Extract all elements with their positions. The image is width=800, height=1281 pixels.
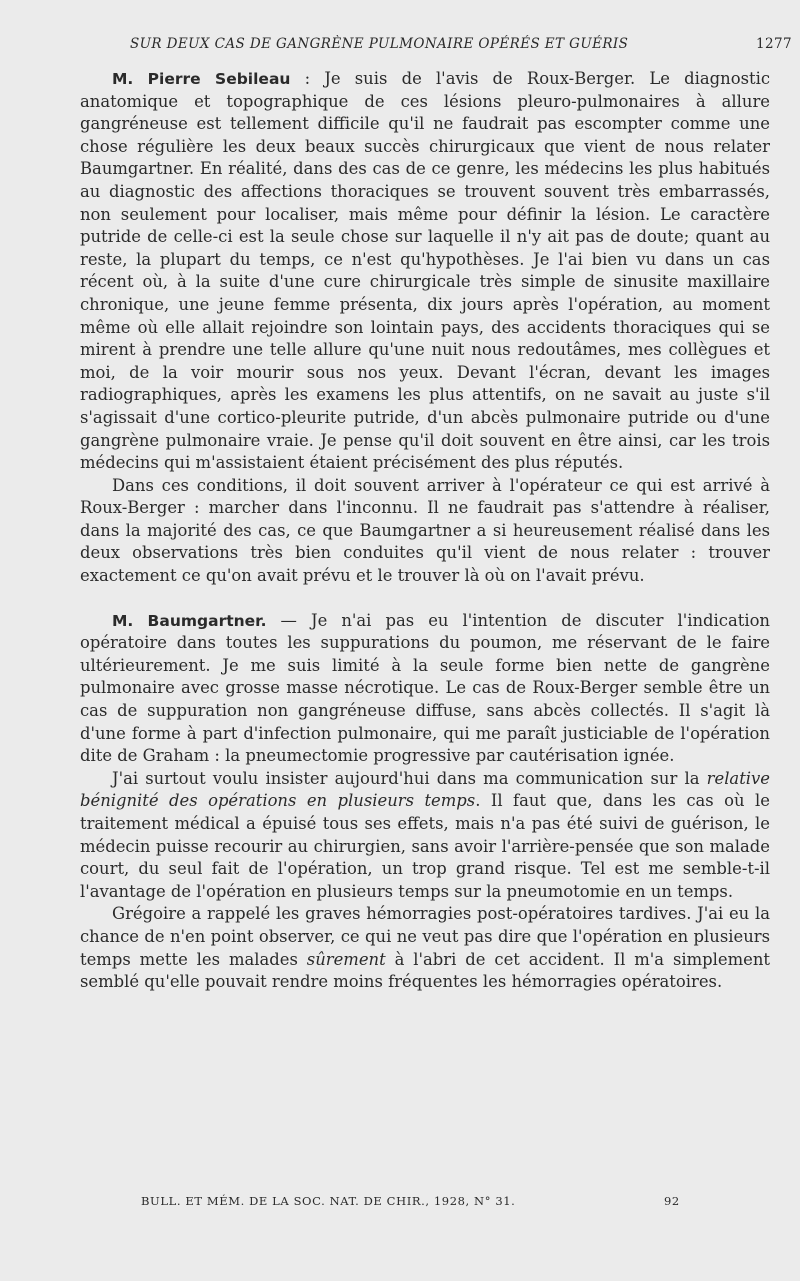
- running-head: [0, 36, 800, 58]
- paragraph-text: J'ai surtout voulu insister aujourd'hui dans ma communication sur la: [112, 768, 707, 788]
- paragraph-text: Dans ces conditions, il doit souvent arriver à l'opérateur ce qui est arrivé à Roux-Berger : marcher dans l'inconnu. Il ne faudrait pas s'attendre à réaliser, dans la majorité des cas, ce que Baumgartner a si heureusement réalisé dans les deux observations très bien conduites qu'il vient de nous relater : trouver exactement ce qu'on avait prévu et le trouver là où on l'avait prévu.: [80, 475, 770, 586]
- paragraph-conditions: [80, 475, 770, 588]
- paragraph-baumgartner: [80, 610, 770, 768]
- body-text: [80, 68, 770, 994]
- paragraph-text: Grégoire a rappelé les graves hémorragies post-opératoires tardives. J'ai eu la chance de n'en point observer, ce qui ne veut pas dire que l'opération en plusieurs temps mette les malades: [80, 904, 770, 969]
- journal-citation: BULL. ET MÉM. DE LA SOC. NAT. DE CHIR., 1928, N° 31.: [141, 1194, 516, 1208]
- emphasis-text: relative bénignité des opérations en plusieurs temps: [80, 768, 770, 811]
- paragraph-gregoire: [80, 903, 770, 993]
- paragraph-text: — Je n'ai pas eu l'intention de discuter l'indication opératoire dans toutes les suppurations du poumon, me réservant de le faire ultérieurement. Je me suis limité à la seule forme bien nette de gangrène pulmonaire avec grosse masse nécrotique. Le cas de Roux-Berger semble être un cas de suppuration non gangréneuse diffuse, sans abcès collectés. Il s'agit là d'une forme à part d'infection pulmonaire, qui me paraît justiciable de l'opération dite de Graham : la pneumectomie progressive par cautérisation ignée.: [80, 610, 770, 766]
- paragraph-text: à l'abri de cet accident. Il m'a simplement semblé qu'elle pouvait rendre moins fréquentes les hémorragies opératoires.: [80, 949, 770, 992]
- paragraph-text: . Il faut que, dans les cas où le traitement médical a épuisé tous ses effets, mais n'a pas été suivi de guérison, le médecin puisse recourir au chirurgien, sans avoir l'arrière-pensée que son malade court, du seul fait de l'opération, un trop grand risque. Tel est me semble-t-il l'avantage de l'opération en plusieurs temps sur la pneumotomie en un temps.: [80, 791, 770, 901]
- speaker-name: M. Baumgartner.: [112, 611, 267, 630]
- emphasis-text: sûrement: [306, 949, 386, 969]
- signature-mark: 92: [664, 1194, 680, 1208]
- speaker-name: M. Pierre Sebileau: [112, 70, 291, 88]
- paragraph-insister: [80, 768, 770, 904]
- paragraph-sebileau: [80, 68, 770, 475]
- running-title: SUR DEUX CAS DE GANGRÈNE PULMONAIRE OPÉRÉS ET GUÉRIS: [130, 36, 629, 52]
- page-number: 1277: [756, 36, 792, 52]
- paragraph-text: : Je suis de l'avis de Roux-Berger. Le diagnostic anatomique et topographique de ces lésions pleuro-pulmonaires à allure gangréneuse est tellement difficile qu'il ne faudrait pas escompter comme une chose régulière les deux beaux succès chirurgicaux que vient de nous relater Baumgartner. En réalité, dans des cas de ce genre, les médecins les plus habitués au diagnostic des affections thoraciques se trouvent souvent très embarrassés, non seulement pour localiser, mais même pour définir la lésion. Le caractère putride de celle-ci est la seule chose sur laquelle il n'y ait pas de doute; quant au reste, la plupart du temps, ce n'est qu'hypothèses. Je l'ai bien vu dans un cas récent où, à la suite d'une cure chirurgicale très simple de sinusite maxillaire chronique, une jeune femme présenta, dix jours après l'opération, au moment même où elle allait rejoindre son lointain pays, des accidents thoraciques qui se mirent à prendre une telle allure qu'une nuit nous redoutâmes, mes collègues et moi, de la voir mourir sous nos yeux. Devant l'écran, devant les images radiographiques, après les examens les plus attentifs, on ne savait au juste s'il s'agissait d'une cortico-pleurite putride, d'un abcès pulmonaire putride ou d'une gangrène pulmonaire vraie. Je pense qu'il doit souvent en être ainsi, car les trois médecins qui m'assistaient étaient précisément des plus réputés.: [80, 69, 770, 473]
